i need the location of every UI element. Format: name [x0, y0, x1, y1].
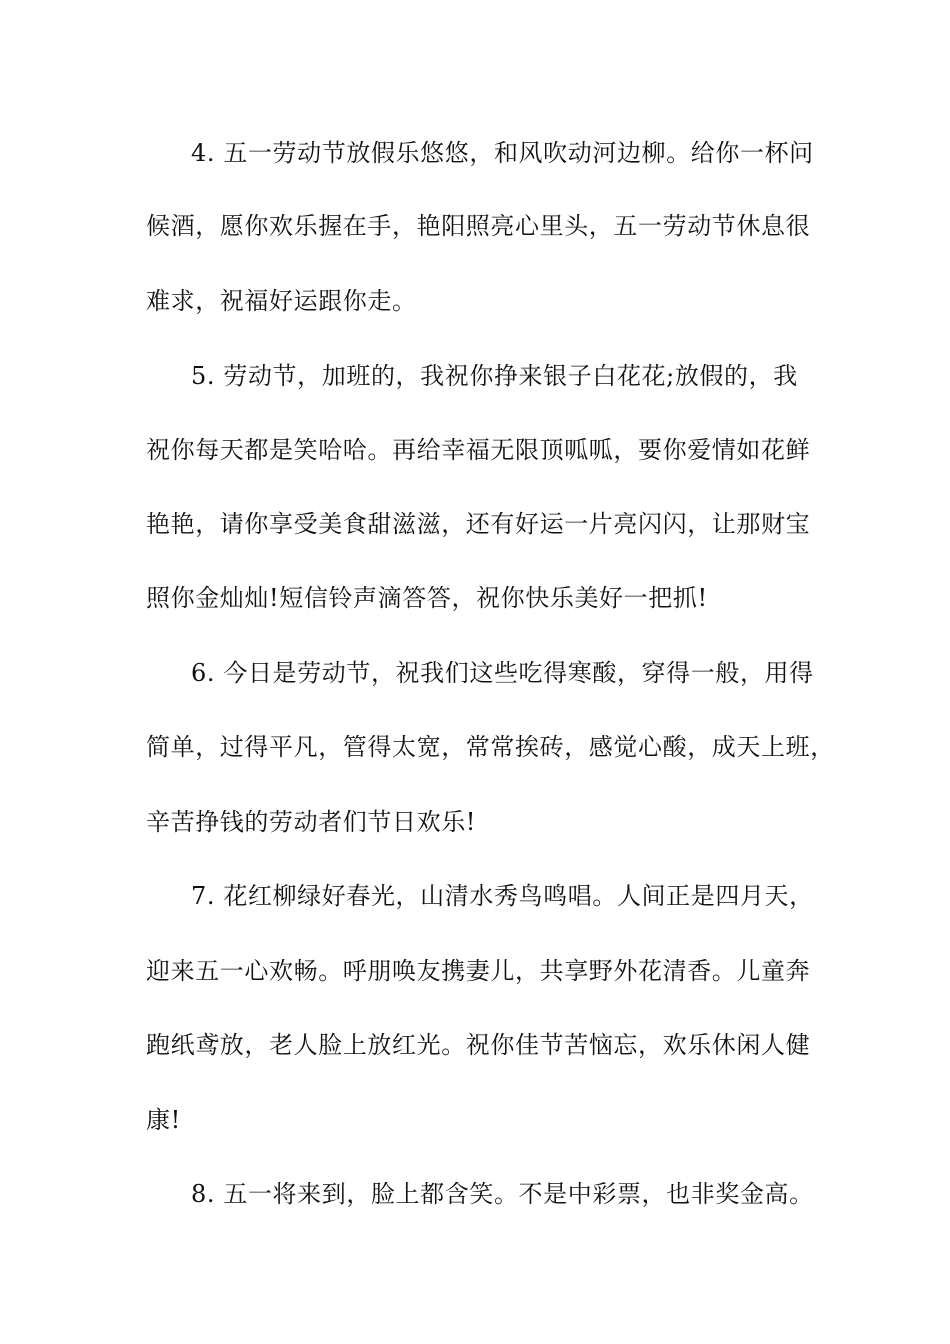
paragraph-6-line-3: 辛苦挣钱的劳动者们节日欢乐!: [146, 808, 477, 836]
item-number: 6.: [191, 659, 216, 687]
line-text: 五一将来到，脸上都含笑。不是中彩票，也非奖金高。: [223, 1180, 814, 1208]
paragraph-7-line-4: 康!: [146, 1106, 181, 1134]
paragraph-6-line-1: [191, 657, 861, 689]
paragraph-5-line-3: 艳艳，请你享受美食甜滋滋，还有好运一片亮闪闪，让那财宝: [146, 510, 811, 538]
line-text: 劳动节，加班的，我祝你挣来银子白花花;放假的，我: [223, 362, 798, 390]
paragraph-6-line-2: 简单，过得平凡，管得太宽，常常挨砖，感觉心酸，成天上班，: [146, 733, 835, 761]
paragraph-5-line-1: [191, 360, 861, 392]
item-number: 7.: [191, 882, 216, 910]
line-text: 今日是劳动节，祝我们这些吃得寒酸，穿得一般，用得: [223, 659, 814, 687]
paragraph-7-line-3: 跑纸鸢放，老人脸上放红光。祝你佳节苦恼忘，欢乐休闲人健: [146, 1031, 811, 1059]
paragraph-5-line-2: 祝你每天都是笑哈哈。再给幸福无限顶呱呱，要你爱情如花鲜: [146, 436, 811, 464]
paragraph-7-line-1: [191, 880, 861, 912]
line-text: 五一劳动节放假乐悠悠，和风吹动河边柳。给你一杯问: [223, 139, 814, 167]
paragraph-4-line-3: 难求，祝福好运跟你走。: [146, 287, 417, 315]
item-number: 5.: [191, 362, 216, 390]
paragraph-8-line-1: [191, 1178, 861, 1210]
paragraph-5-line-4: 照你金灿灿!短信铃声滴答答，祝你快乐美好一把抓!: [146, 584, 708, 612]
paragraph-4-line-2: 候酒，愿你欢乐握在手，艳阳照亮心里头，五一劳动节休息很: [146, 212, 811, 240]
line-text: 花红柳绿好春光，山清水秀鸟鸣唱。人间正是四月天，: [223, 882, 814, 910]
item-number: 4.: [191, 139, 216, 167]
item-number: 8.: [191, 1180, 216, 1208]
paragraph-4-line-1: [191, 137, 861, 169]
paragraph-7-line-2: 迎来五一心欢畅。呼朋唤友携妻儿，共享野外花清香。儿童奔: [146, 957, 811, 985]
